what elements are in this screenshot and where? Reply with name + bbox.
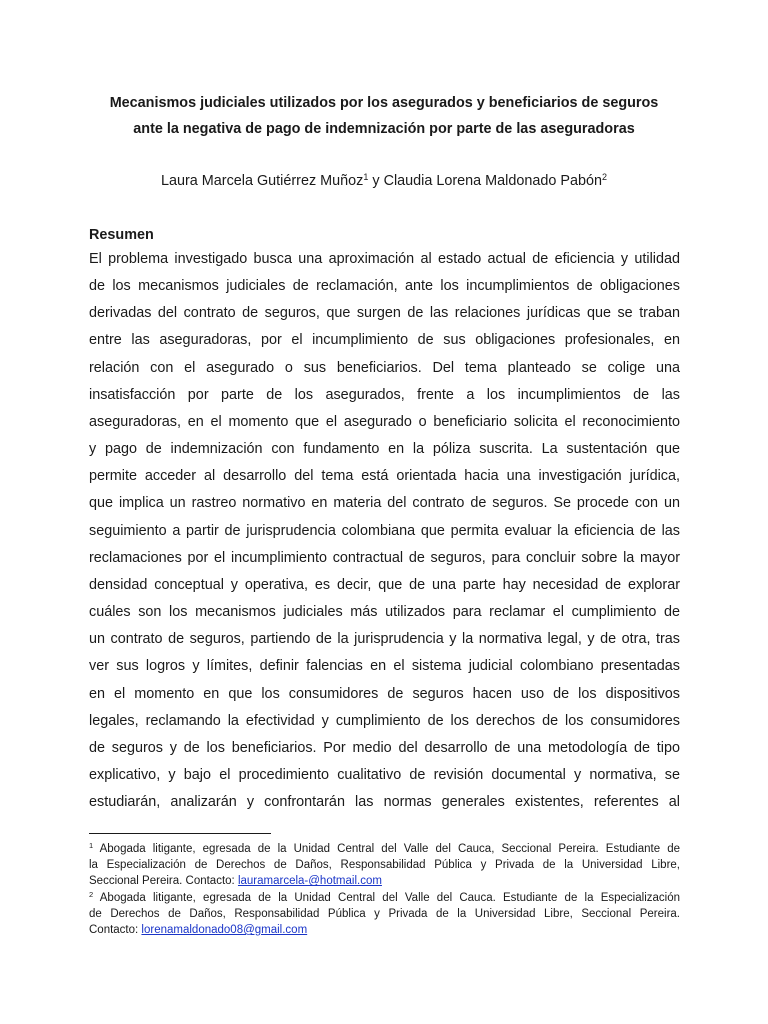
footnotes [89,841,680,938]
abstract-line: insatisfacción por parte de los asegurados, frente a los incumplimientos de las [89,386,680,403]
paper-title-line-2: ante la negativa de pago de indemnización por parte de las aseguradoras [133,121,635,137]
footnote-2-line-2: de Derechos de Daños, Responsabilidad Pública y Privada de la Universidad Libre, Seccional Pereira. [89,907,680,920]
abstract-line: estudiarán, analizarán y confrontarán las normas generales existentes, referentes al [89,794,680,811]
abstract-line: cuáles son los mecanismos judiciales más utilizados para reclamar el cumplimiento de [89,604,680,621]
footnote-1-text: Abogada litigante, egresada de la Unidad Central del Valle del Cauca, Seccional Pereira. Estudiante de [93,843,680,855]
abstract-body [89,246,680,816]
author-1-footnote-mark: 1 [363,172,369,182]
abstract-line: de seguros y de los beneficiarios. Por medio del desarrollo de una metodología de tipo [89,739,680,756]
abstract-line: reclamaciones por el incumplimiento contractual de seguros, para concluir sobre la mayor [89,549,680,566]
footnote-1-contact-label: Seccional Pereira. Contacto: [89,875,238,888]
footnote-1-mark: 1 [89,841,94,850]
author-connector: y [368,173,384,189]
footnote-1-email-link[interactable]: lauramarcela-@hotmail.com [237,875,382,888]
footnote-2-mark: 2 [89,889,94,899]
abstract-line: y pago de indemnización con fundamento en la póliza suscrita. La sustentación que [89,441,680,458]
abstract-line: El problema investigado busca una aproximación al estado actual de eficiencia y utilidad [89,251,680,267]
author-list [60,171,708,191]
abstract-line: que implica un rastreo normativo en materia del contrato de seguros. Se procede con un [89,495,680,512]
author-2-footnote-mark: 2 [602,172,608,182]
footnote-1-line-3 [89,873,680,889]
footnote-2-line-3 [89,922,680,938]
abstract-line: explicativo, y bajo el procedimiento cualitativo de revisión documental y normativa, se [89,766,680,783]
paper-title-line-1: Mecanismos judiciales utilizados por los asegurados y beneficiarios de seguros [109,95,659,111]
abstract-line: aseguradoras, en el momento que el asegurado o beneficiario solicita el reconocimiento [89,413,680,430]
abstract-line: derivadas del contrato de seguros, que surgen de las relaciones jurídicas que se traban [89,305,680,322]
abstract-line: legales, reclamando la efectividad y cumplimiento de los derechos de los consumidores [89,712,680,729]
abstract-heading: Resumen [89,227,154,243]
footnote-2-text: Abogada litigante, egresada de la Unidad Central del Valle del Cauca. Estudiante de la Especialización [93,891,680,904]
author-2-name: Claudia Lorena Maldonado Pabón [383,173,602,189]
footnote-2-contact-label: Contacto: [89,924,142,937]
footnote-1-line-1 [89,841,680,857]
paper-title [60,90,708,142]
abstract-line: densidad conceptual y operativa, es decir, que de una parte hay necesidad de explorar [89,576,680,593]
footnote-1-line-2: la Especialización de Derechos de Daños, Responsabilidad Pública y Privada de la Universidad Libre, [89,859,680,872]
abstract-line: en el momento en que los consumidores de seguros hacen uso de los dispositivos [89,685,680,702]
abstract-line: entre las aseguradoras, por el incumplimiento de sus obligaciones profesionales, en [89,332,680,349]
abstract-line: seguimiento a partir de jurisprudencia colombiana que permita evaluar la eficiencia de las [89,522,680,539]
author-1-name: Laura Marcela Gutiérrez Muñoz [160,173,364,189]
abstract-line: un contrato de seguros, partiendo de la jurisprudencia y la normativa legal, y de otra, tras [89,631,680,648]
footnote-2-line-1 [89,890,680,906]
abstract-line: ver sus logros y límites, definir falencias en el sistema judicial colombiano presentadas [89,658,680,675]
abstract-line: permite acceder al desarrollo del tema está orientada hacia una investigación jurídica, [89,468,680,485]
footnote-2-email-link[interactable]: lorenamaldonado08@gmail.com [141,924,308,937]
footnote-separator [89,833,271,834]
abstract-line: relación con el asegurado o sus beneficiarios. Del tema planteado se colige una [89,359,680,376]
abstract-line: de los mecanismos judiciales de reclamación, ante los incumplimientos de obligaciones [89,278,680,295]
